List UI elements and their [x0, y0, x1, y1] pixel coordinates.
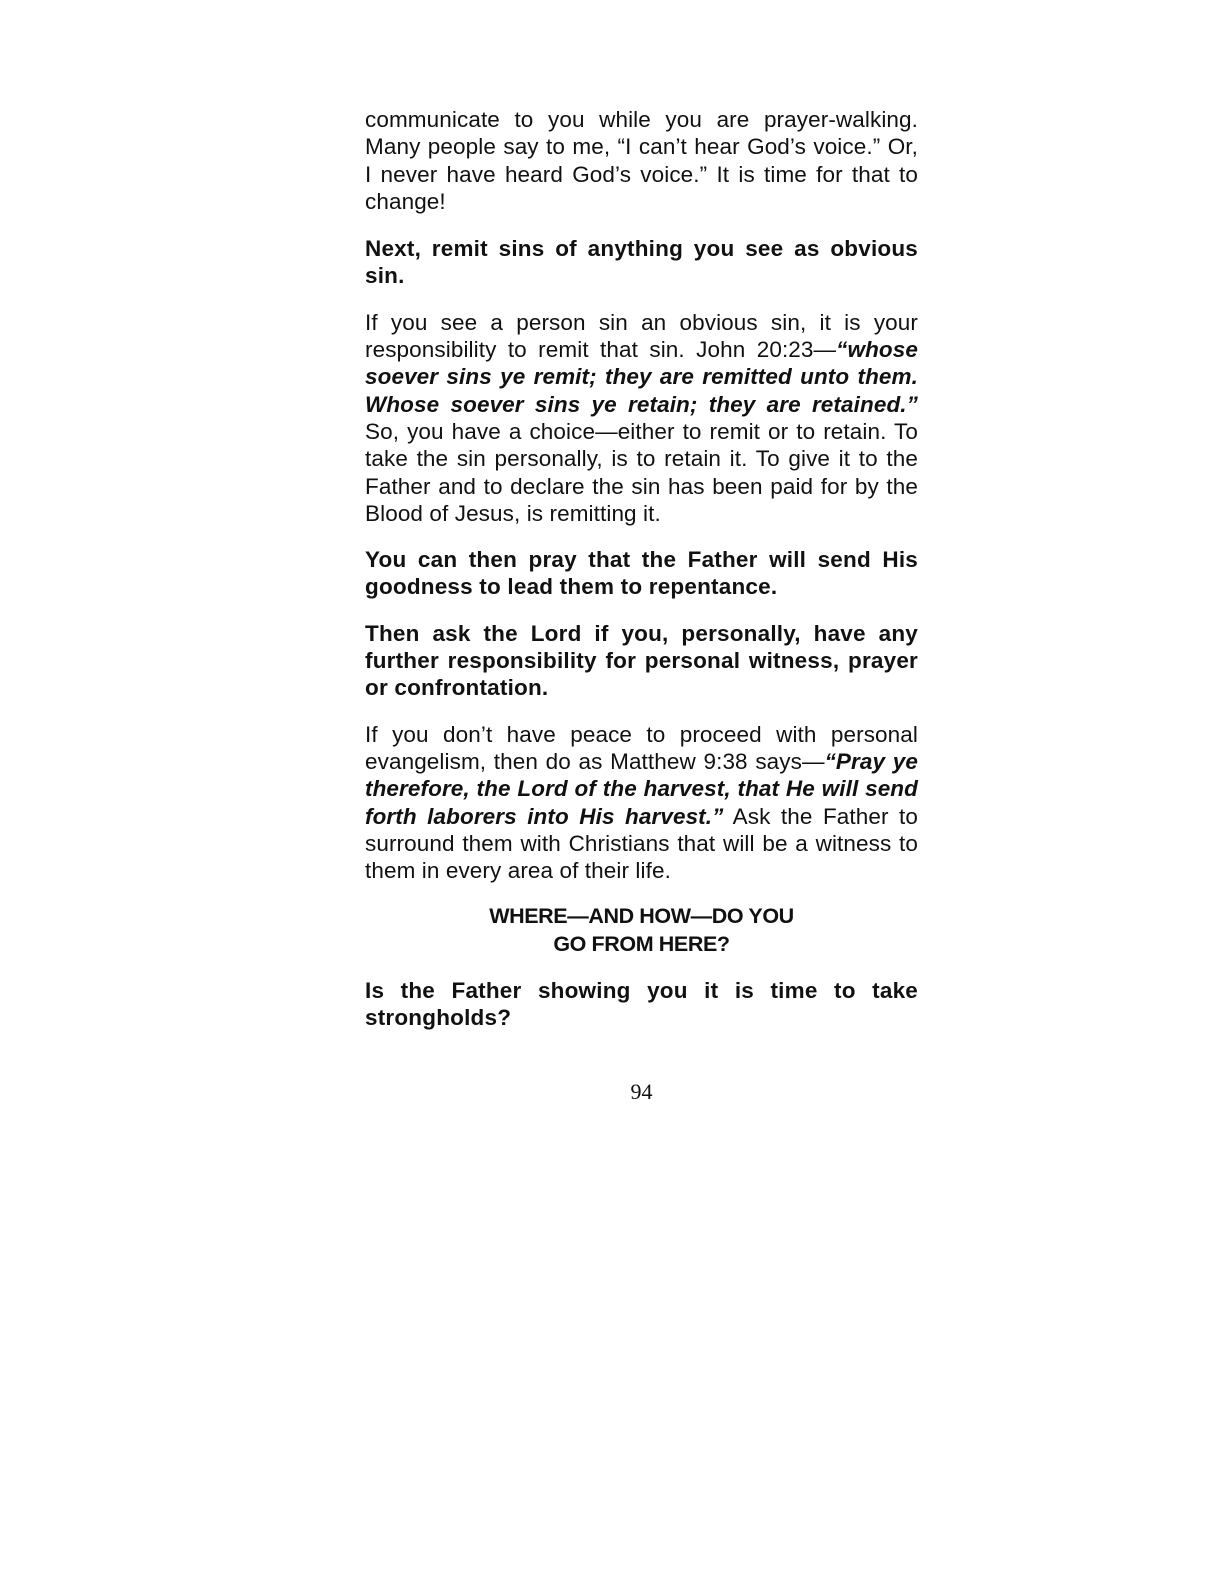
text-segment: If you don’t have peace to proceed with personal evangelism, then do as Matthew 9:38 says—: [365, 721, 918, 774]
paragraph-evangelism: [365, 721, 918, 885]
section-heading: [365, 903, 918, 958]
scripture-quote-matthew: “Pray ye therefore, the Lord of the harvest, that He will send forth laborers into His harvest.”: [365, 748, 918, 829]
paragraph-prayer-walking: communicate to you while you are prayer-walking. Many people say to me, “I can’t hear God’s voice.” Or, I never have heard God’s voice.” It is time for that to change!: [365, 107, 918, 214]
section-heading-line-2: GO FROM HERE?: [553, 931, 730, 956]
page-body: [365, 106, 918, 1032]
text-segment: So, you have a choice—either to remit or to retain. To take the sin personally, is to retain it. To give it to the Father and to declare the sin has been paid for by the Blood of Jesus, is remitting it.: [365, 418, 918, 526]
text-segment: If you see a person sin an obvious sin, it is your responsibility to remit that sin. John 20:23—: [365, 309, 918, 363]
paragraph-remit-explanation: [365, 309, 918, 527]
scripture-quote-john: “whose soever sins ye remit; they are remitted unto them. Whose soever sins ye retain; they are retained.”: [365, 337, 918, 417]
text-segment: Ask the Father to surround them with Christians that will be a witness to them in every area of their life.: [365, 803, 918, 884]
page-number: 94: [630, 1079, 653, 1104]
section-heading-line-1: WHERE—AND HOW—DO YOU: [489, 904, 794, 929]
instruction-pray-repentance: You can then pray that the Father will send His goodness to lead them to repentance.: [365, 547, 918, 600]
question-strongholds: Is the Father showing you it is time to take strongholds?: [365, 978, 918, 1031]
instruction-remit-sins: Next, remit sins of anything you see as obvious sin.: [365, 236, 918, 289]
instruction-ask-lord: Then ask the Lord if you, personally, have any further responsibility for personal witness, prayer or confrontation.: [365, 620, 918, 701]
